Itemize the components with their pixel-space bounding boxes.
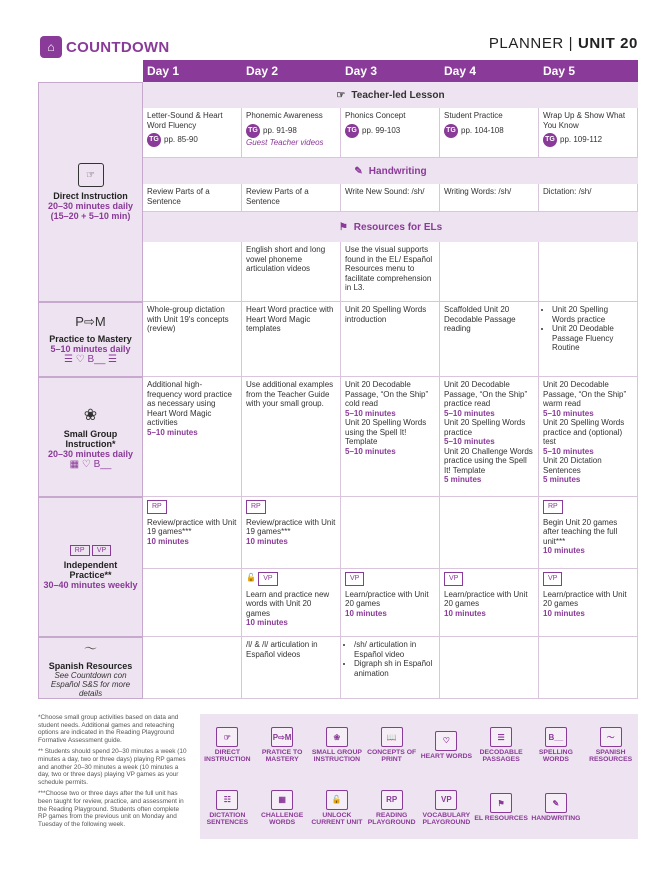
handwriting-icon: ✎ bbox=[354, 165, 363, 177]
dictation-icon: ☷ bbox=[216, 790, 238, 810]
lesson-day-1: Letter-Sound & Heart Word Fluency TG pp. 85-90 bbox=[143, 108, 242, 158]
band-handwriting: ✎ Handwriting bbox=[143, 158, 638, 184]
lesson-day-5: Wrap Up & Show What You Know TG pp. 109-112 bbox=[539, 108, 638, 158]
legend-small-group: ❀ SMALL GROUP INSTRUCTION bbox=[310, 714, 365, 777]
legend-practice-to-mastery: P⇨M PRATICE TO MASTERY bbox=[255, 714, 310, 777]
practice-day-3: Unit 20 Spelling Words introduction bbox=[341, 302, 440, 377]
day-5-header: Day 5 bbox=[543, 64, 576, 78]
lesson-day-3: Phonics Concept TG pp. 99-103 bbox=[341, 108, 440, 158]
independent-day-4 bbox=[440, 497, 539, 569]
row-label-independent-practice: RP VP Independent Practice** 30–40 minutes weekly bbox=[38, 497, 143, 637]
handwriting-day-4: Writing Words: /sh/ bbox=[440, 184, 539, 212]
els-day-1 bbox=[143, 242, 242, 302]
heart-icon: ♡ bbox=[435, 731, 457, 751]
independent-b-day-3: VP Learn/practice with Unit 20 games 10 minutes bbox=[341, 569, 440, 637]
rp-icon: RP bbox=[70, 545, 90, 556]
brand-logo bbox=[40, 36, 170, 58]
independent-b-day-1 bbox=[143, 569, 242, 637]
teacher-led-icon: ☞ bbox=[336, 89, 346, 101]
passage-icon: ☰ bbox=[490, 727, 512, 747]
rp-icon: RP bbox=[381, 790, 403, 810]
row-label-practice-to-mastery: P⇨M Practice to Mastery 5–10 minutes daily ☰ ♡ B__ ☰ bbox=[38, 302, 143, 377]
vp-icon: VP bbox=[435, 790, 457, 810]
unlock-icon: 🔓 bbox=[326, 790, 348, 810]
small-day-4: Unit 20 Decodable Passage, “On the Ship” practice read 5–10 minutes Unit 20 Spelling Words practice 5–10 minutes Unit 20 Challenge Words practice using the Spell It! Template 5 minutes bbox=[440, 377, 539, 497]
footnotes: *Choose small group activities based on data and student needs. Additional games and reteaching options are indicated in the Reading Playground Formative Assessment guide. ** Students should spend 20–30 minutes a week (10 minutes a day, two or three days) playing RP games and another 20–30 minutes a week (10 minutes a day, two or three days) playing VP games as your schedule permits. ***Choose two or three days after the full unit has been taught for review, practice, and assessment in the Reading Playground. Students often complete RP games from the previous unit on Monday and Tuesday of the following week. bbox=[38, 714, 187, 828]
legend-unlock-current-unit: 🔓 UNLOCK CURRENT UNIT bbox=[310, 777, 365, 840]
independent-b-day-5: VP Learn/practice with Unit 20 games 10 minutes bbox=[539, 569, 638, 637]
lesson-day-2: Phonemic Awareness TG pp. 91-98 Guest Teacher videos bbox=[242, 108, 341, 158]
row-label-small-group: ❀ Small Group Instruction* 20–30 minutes daily ▦ ♡ B__ bbox=[38, 377, 143, 497]
header bbox=[0, 0, 671, 60]
practice-day-2: Heart Word practice with Heart Word Magic templates bbox=[242, 302, 341, 377]
independent-day-2: RP Review/practice with Unit 19 games*** 10 minutes bbox=[242, 497, 341, 569]
spanish-day-1 bbox=[143, 637, 242, 699]
independent-day-5: RP Begin Unit 20 games after teaching the full unit*** 10 minutes bbox=[539, 497, 638, 569]
challenge-words-icon: ▦ bbox=[271, 790, 293, 810]
small-day-5: Unit 20 Decodable Passage, “On the Ship” warm read 5–10 minutes Unit 20 Spelling Words practice and (optional) test 5–10 minutes Unit 20 Dictation Sentences 5 minutes bbox=[539, 377, 638, 497]
handwriting-day-1: Review Parts of a Sentence bbox=[143, 184, 242, 212]
row-label-direct-instruction: ☞ Direct Instruction 20–30 minutes daily (15–20 + 5–10 min) bbox=[38, 82, 143, 302]
practice-to-mastery-icon: P⇨M bbox=[75, 314, 106, 329]
small-day-3: Unit 20 Decodable Passage, “On the Ship” cold read 5–10 minutes Unit 20 Spelling Words using the Spell It! Template 5–10 minutes bbox=[341, 377, 440, 497]
book-icon: 📖 bbox=[381, 727, 403, 747]
spanish-day-2: /l/ & /l/ articulation in Español videos bbox=[242, 637, 341, 699]
spelling-icon: B__ bbox=[545, 727, 567, 747]
spanish-resources-icon: 〜 bbox=[600, 727, 622, 747]
legend-heart-words: ♡ HEART WORDS bbox=[419, 714, 474, 777]
handwriting-day-2: Review Parts of a Sentence bbox=[242, 184, 341, 212]
spanish-day-5 bbox=[539, 637, 638, 699]
spanish-day-3: • /sh/ articulation in Español video • Digraph sh in Español animation bbox=[341, 637, 440, 699]
legend-reading-playground: RP READING PLAYGROUND bbox=[364, 777, 419, 840]
independent-b-day-2: 🔓 VP Learn and practice new words with Unit 20 games 10 minutes bbox=[242, 569, 341, 637]
small-group-icon: ❀ bbox=[83, 406, 98, 424]
practice-day-4: Scaffolded Unit 20 Decodable Passage reading bbox=[440, 302, 539, 377]
lesson-day-4: Student Practice TG pp. 104-108 bbox=[440, 108, 539, 158]
small-day-1: Additional high-frequency word practice as necessary using Heart Word Magic activities 5–10 minutes bbox=[143, 377, 242, 497]
els-day-2: English short and long vowel phoneme articulation videos bbox=[242, 242, 341, 302]
practice-to-mastery-icon: P⇨M bbox=[271, 727, 293, 747]
el-resources-icon: ⚑ bbox=[338, 221, 348, 233]
vp-icon: VP bbox=[92, 545, 111, 556]
els-day-4 bbox=[440, 242, 539, 302]
countdown-icon: ⌂ bbox=[40, 36, 62, 58]
band-teacher-led: ☞ Teacher-led Lesson bbox=[143, 82, 638, 108]
icon-legend bbox=[200, 714, 638, 839]
legend-spanish-resources: 〜 SPANISH RESOURCES bbox=[583, 714, 638, 777]
practice-day-5: • Unit 20 Spelling Words practice • Unit 20 Deodable Passage Fluency Routine bbox=[539, 302, 638, 377]
unlock-icon: 🔓 bbox=[246, 573, 256, 582]
band-el-resources: ⚑ Resources for ELs bbox=[143, 212, 638, 242]
legend-dictation-sentences: ☷ DICTATION SENTENCES bbox=[200, 777, 255, 840]
spanish-resources-icon: 〜 bbox=[83, 641, 97, 656]
legend-direct-instruction: ☞ DIRECT INSTRUCTION bbox=[200, 714, 255, 777]
planner-title: PLANNER | UNIT 20 bbox=[488, 35, 638, 52]
day-4-header: Day 4 bbox=[444, 64, 477, 78]
legend-handwriting: ✎ HANDWRITING bbox=[529, 777, 584, 840]
legend-spelling-words: B__ SPELLING WORDS bbox=[529, 714, 584, 777]
el-resources-icon: ⚑ bbox=[490, 793, 512, 813]
legend-concepts-of-print: 📖 CONCEPTS OF PRINT bbox=[364, 714, 419, 777]
handwriting-day-3: Write New Sound: /sh/ bbox=[341, 184, 440, 212]
brand-name: COUNTDOWN bbox=[66, 38, 170, 56]
independent-b-day-4: VP Learn/practice with Unit 20 games 10 minutes bbox=[440, 569, 539, 637]
els-day-5 bbox=[539, 242, 638, 302]
handwriting-day-5: Dictation: /sh/ bbox=[539, 184, 638, 212]
legend-decodable-passages: ☰ DECODABLE PASSAGES bbox=[474, 714, 529, 777]
legend-challenge-words: ▦ CHALLENGE WORDS bbox=[255, 777, 310, 840]
handwriting-icon: ✎ bbox=[545, 793, 567, 813]
day-1-header: Day 1 bbox=[147, 64, 180, 78]
legend-el-resources: ⚑ EL RESOURCES bbox=[474, 777, 529, 840]
small-day-2: Use additional examples from the Teacher Guide with your small group. bbox=[242, 377, 341, 497]
heart-words-icon: ☰ ♡ B__ ☰ bbox=[63, 354, 118, 365]
practice-day-1: Whole-group dictation with Unit 19's concepts (review) bbox=[143, 302, 242, 377]
legend-vocabulary-playground: VP VOCABULARY PLAYGROUND bbox=[419, 777, 474, 840]
independent-day-3 bbox=[341, 497, 440, 569]
row-label-spanish: 〜 Spanish Resources See Countdown con Español S&S for more details bbox=[38, 637, 143, 699]
direct-instruction-icon: ☞ bbox=[78, 163, 104, 187]
small-group-icon: ❀ bbox=[326, 727, 348, 747]
day-2-header: Day 2 bbox=[246, 64, 279, 78]
day-header-row bbox=[143, 60, 638, 82]
day-3-header: Day 3 bbox=[345, 64, 378, 78]
direct-instruction-icon: ☞ bbox=[216, 727, 238, 747]
els-day-3: Use the visual supports found in the EL/ Español Resources menu to facilitate comprehension in L3. bbox=[341, 242, 440, 302]
spanish-day-4 bbox=[440, 637, 539, 699]
challenge-words-icon: ▦ ♡ B__ bbox=[69, 458, 112, 470]
independent-day-1: RP Review/practice with Unit 19 games*** 10 minutes bbox=[143, 497, 242, 569]
